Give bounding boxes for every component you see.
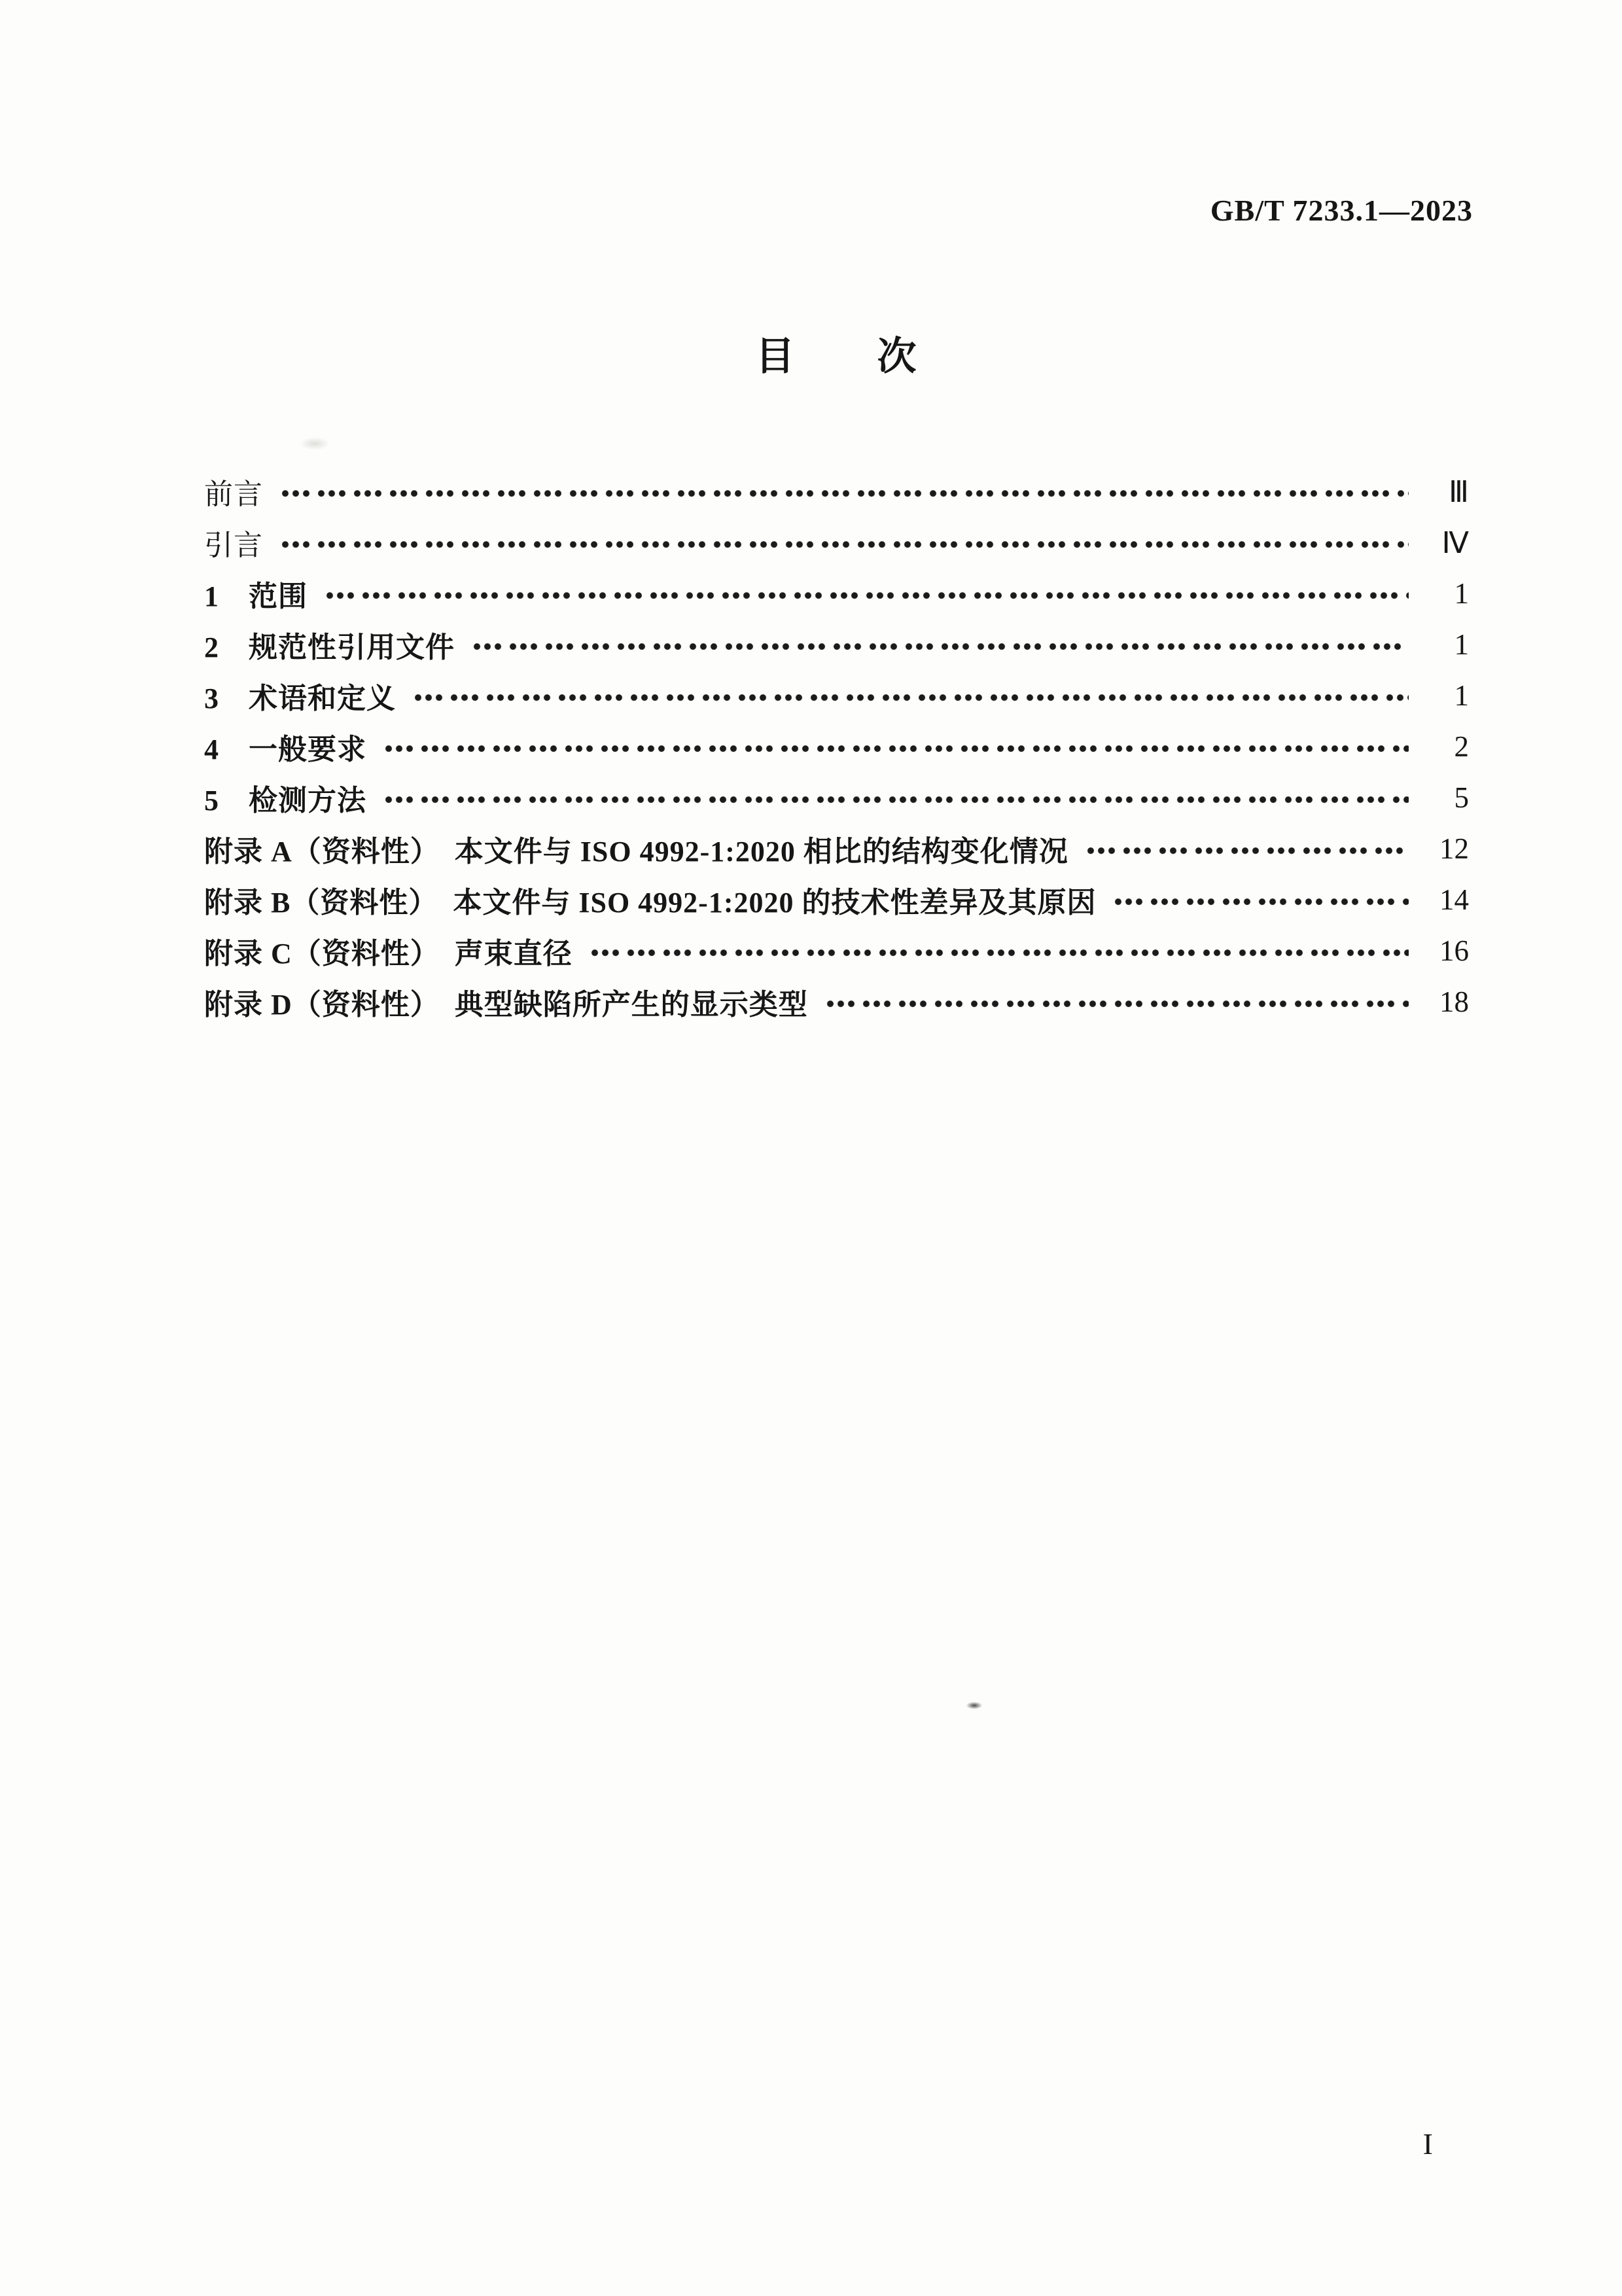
toc-entry-introduction	[204, 517, 1469, 568]
dot-leader	[280, 517, 1409, 568]
scan-speck-dark	[966, 1702, 982, 1709]
toc-entry-1-scope	[204, 568, 1469, 619]
dot-leader	[1085, 823, 1409, 874]
dot-leader	[472, 619, 1409, 670]
toc-entry-annex-a	[204, 823, 1469, 874]
dot-leader	[590, 925, 1409, 976]
dot-leader	[383, 772, 1409, 823]
toc-entry-foreword	[204, 466, 1469, 517]
dot-leader	[280, 466, 1409, 517]
toc-entry-5-test-methods	[204, 772, 1469, 823]
toc-page-number: 1	[1454, 679, 1469, 712]
toc-entry-label: 附录 A（资料性） 本文件与 ISO 4992-1:2020 相比的结构变化情况	[204, 836, 1068, 868]
toc-page-number: 12	[1439, 832, 1469, 865]
toc-entry-annex-b	[204, 874, 1469, 925]
toc-page-number: 16	[1439, 934, 1469, 967]
toc-page-number: Ⅲ	[1448, 475, 1469, 508]
toc-list	[204, 466, 1469, 1027]
toc-entry-3-terms-and-definitions	[204, 670, 1469, 721]
toc-entry-label: 前言	[204, 478, 263, 510]
dot-leader	[825, 976, 1409, 1027]
dot-leader	[383, 721, 1409, 772]
toc-entry-4-general-requirements	[204, 721, 1469, 772]
toc-page-number: Ⅳ	[1441, 526, 1469, 559]
toc-page-number: 18	[1439, 985, 1469, 1018]
toc-entry-label: 2 规范性引用文件	[204, 631, 455, 663]
toc-entry-label: 4 一般要求	[204, 733, 366, 766]
toc-entry-label: 附录 B（资料性） 本文件与 ISO 4992-1:2020 的技术性差异及其原因	[204, 887, 1097, 919]
toc-page-number: 14	[1439, 883, 1469, 916]
scan-speck-faint	[300, 437, 330, 450]
toc-entry-label: 附录 C（资料性） 声束直径	[204, 938, 573, 970]
toc-page-number: 1	[1454, 628, 1469, 661]
toc-page-number: 2	[1454, 730, 1469, 763]
toc-page-title: 目 次	[755, 335, 918, 378]
toc-entry-annex-c	[204, 925, 1469, 976]
toc-entry-label: 1 范围	[204, 580, 308, 612]
toc-entry-label: 3 术语和定义	[204, 682, 396, 715]
footer-page-number: I	[1422, 2127, 1433, 2161]
dot-leader	[325, 568, 1409, 619]
toc-entry-label: 附录 D（资料性） 典型缺陷所产生的显示类型	[204, 989, 808, 1021]
toc-entry-2-normative-references	[204, 619, 1469, 670]
dot-leader	[1113, 874, 1409, 925]
toc-page-number: 1	[1454, 577, 1469, 610]
toc-entry-label: 引言	[204, 529, 263, 561]
toc-entry-label: 5 检测方法	[204, 785, 366, 817]
dot-leader	[413, 670, 1409, 721]
toc-entry-annex-d	[204, 976, 1469, 1027]
toc-page-number: 5	[1454, 781, 1469, 814]
standard-code: GB/T 7233.1—2023	[1210, 194, 1473, 227]
